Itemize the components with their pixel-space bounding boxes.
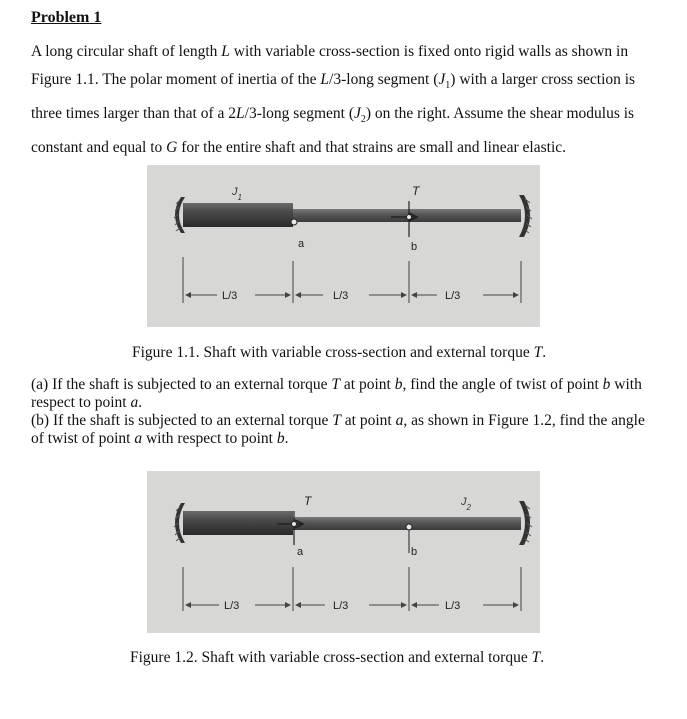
segment-3-length: L/3 [445,290,461,302]
point-a-marker [291,219,297,225]
segment-2-length: L/3 [333,600,349,612]
problem-statement: A long circular shaft of length L with variable cross-section is fixed onto rigid walls as shown in Figure 1.1. The polar moment of inertia of the L/3-long segment $(J_1)$ with a larger cross section is three times larger than that of a 2L/3-long segment $(J_2)$ on the right. Assume the shear modulus is constant and equal to G for the entire shaft and that strains are small and linear elastic. [31,43,636,157]
point-a-label: a [297,546,304,558]
point-a-marker [292,522,297,527]
figure-1-2-diagram [147,471,540,633]
figure-1-1-diagram [147,165,540,327]
figure-1-2 [147,471,540,633]
point-a-label: a [298,238,305,250]
questions [31,376,656,448]
thick-shaft-segment [183,203,293,227]
figure-1-2-caption: Figure 1.2. Shaft with variable cross-section and external torque T. [130,649,545,666]
segment-1-length: L/3 [222,290,238,302]
segment-3-length: L/3 [445,600,461,612]
figure-1-1-caption: Figure 1.1. Shaft with variable cross-section and external torque T. [132,344,547,361]
torque-label: T [304,494,312,508]
problem-heading: Problem 1 [31,9,102,26]
figure-1-1 [147,165,540,327]
segment-2-length: L/3 [333,290,349,302]
thick-shaft-segment [183,511,293,535]
segment-1-length: L/3 [224,600,240,612]
point-b-label: b [411,546,418,558]
point-b-label: b [411,241,418,253]
torque-label: T [412,184,420,198]
moment-of-inertia-label: $J_1$ [232,186,242,202]
point-b-marker [407,215,412,220]
moment-of-inertia-label: $J_2$ [461,496,471,512]
question-b: (b) If the shaft is subjected to an external torque T at point a, as shown in Figure 1.2, find the angle of twist of point a with respect to point b. [31,412,645,447]
point-b-marker [406,524,412,530]
question-a: (a) If the shaft is subjected to an external torque T at point b, find the angle of twist of point b with respect to point a. [31,376,642,411]
